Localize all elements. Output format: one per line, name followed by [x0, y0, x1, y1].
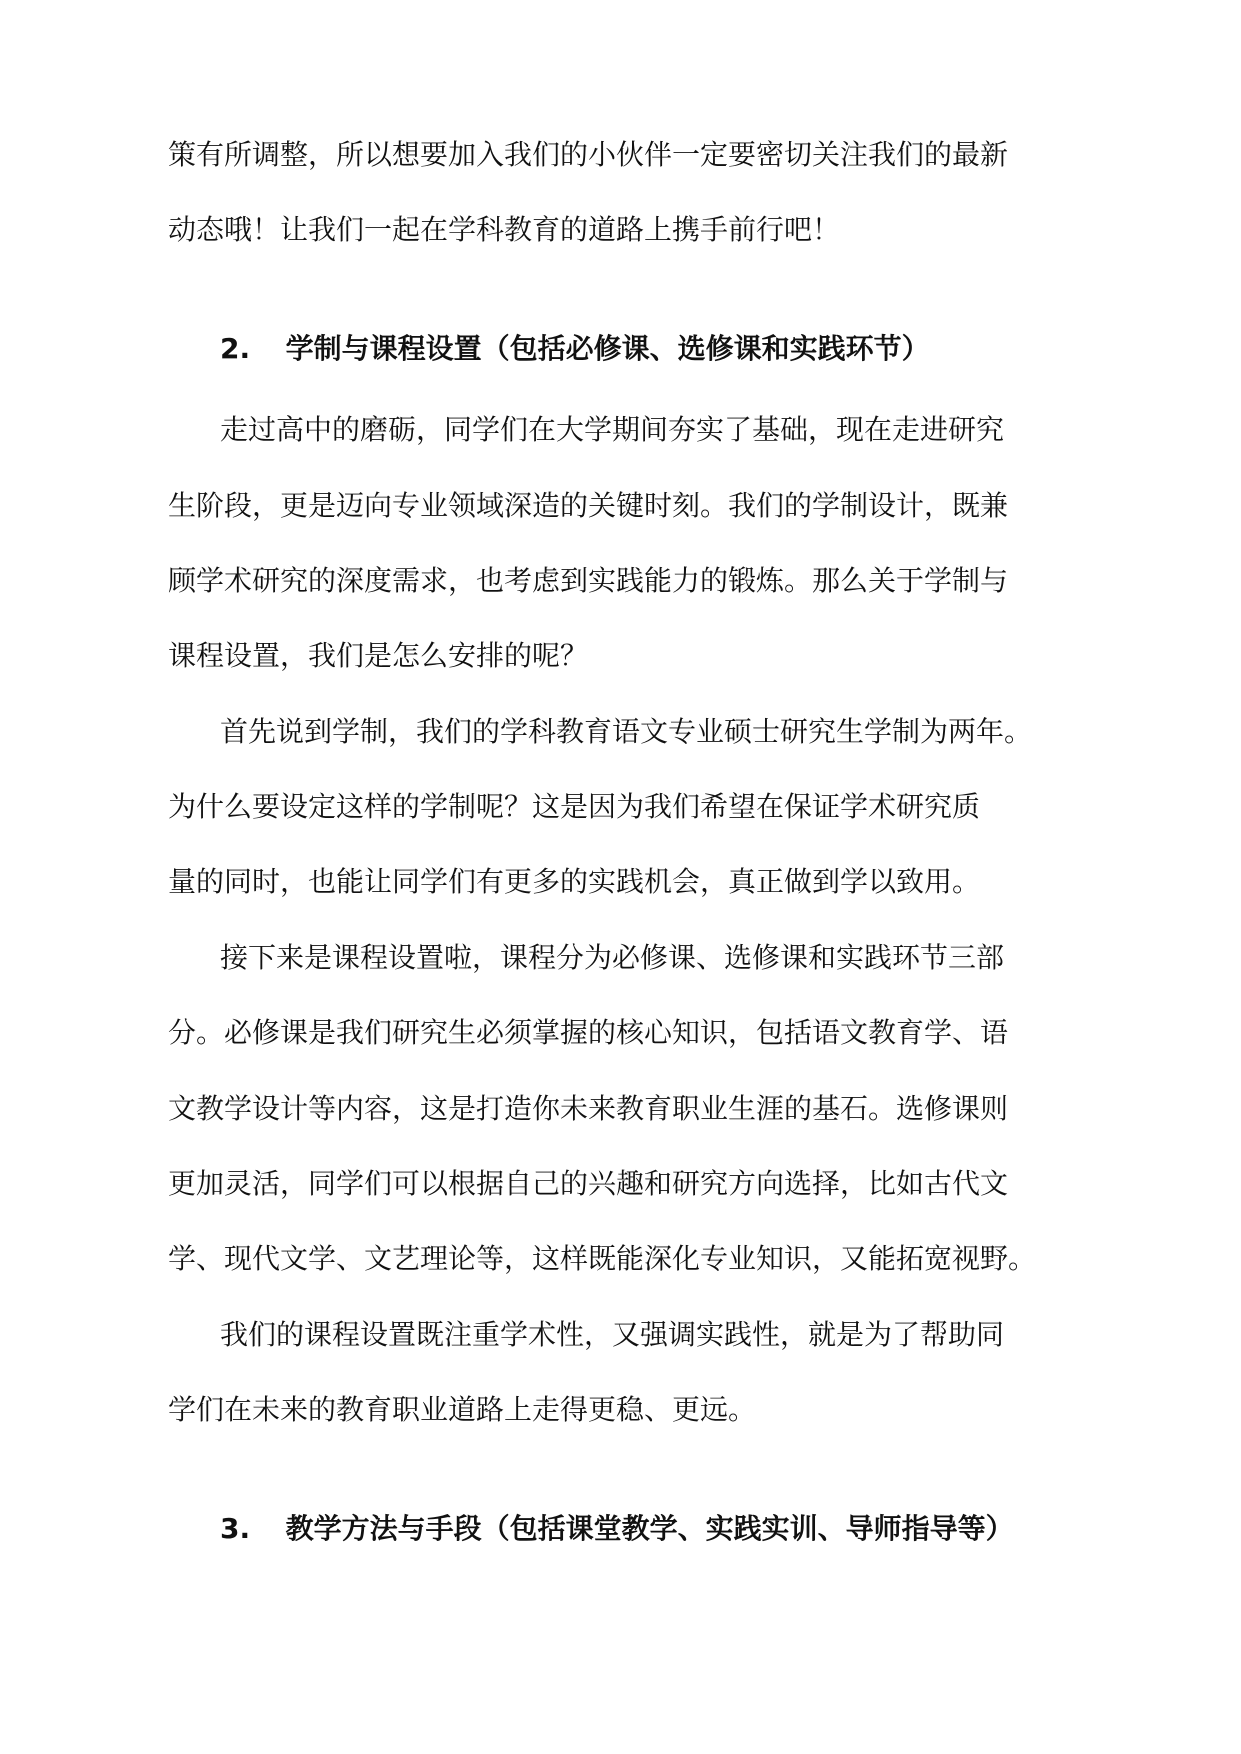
p3-text-1: 接下来是课程设置啦，课程分为必修课、选修课和实践环节三部 — [220, 941, 1005, 974]
p3-text-3: 文教学设计等内容，这是打造你未来教育职业生涯的基石。选修课则 — [168, 1092, 1009, 1125]
intro-text-1: 策有所调整，所以想要加入我们的小伙伴一定要密切关注我们的最新 — [168, 138, 1009, 171]
p3-line-2 — [168, 1015, 1008, 1051]
p4-line-2 — [168, 1392, 756, 1428]
intro-line-1 — [168, 137, 1072, 173]
section-2-heading — [220, 331, 930, 367]
p2-line-1 — [220, 714, 1032, 750]
p1-text-3: 顾学术研究的深度需求，也考虑到实践能力的锻炼。那么关于学制与 — [168, 564, 1009, 597]
intro-text-2: 动态哦！让我们一起在学科教育的道路上携手前行吧！ — [168, 213, 841, 246]
p1-line-3 — [168, 563, 1008, 599]
p2-line-2 — [168, 789, 980, 825]
p1-text-4: 课程设置，我们是怎么安排的呢？ — [168, 639, 589, 672]
p4-line-1 — [220, 1317, 1004, 1353]
p1-line-4 — [168, 638, 588, 674]
section-2-title: 学制与课程设置（包括必修课、选修课和实践环节） — [285, 332, 930, 365]
p3-line-3 — [168, 1091, 1008, 1127]
section-3-title: 教学方法与手段（包括课堂教学、实践实训、导师指导等） — [285, 1512, 1014, 1545]
p1-text-1: 走过高中的磨砺，同学们在大学期间夯实了基础，现在走进研究 — [220, 413, 1005, 446]
section-3-number: 3. — [220, 1512, 251, 1545]
p2-text-3: 量的同时，也能让同学们有更多的实践机会，真正做到学以致用。 — [168, 865, 981, 898]
p3-line-4 — [168, 1166, 1008, 1202]
intro-line-2 — [168, 212, 840, 248]
p4-text-1: 我们的课程设置既注重学术性，又强调实践性，就是为了帮助同 — [220, 1318, 1005, 1351]
p1-line-2 — [168, 488, 1008, 524]
p2-text-1: 首先说到学制，我们的学科教育语文专业硕士研究生学制为两年。 — [220, 715, 1033, 748]
p3-line-1 — [220, 940, 1004, 976]
section-3-heading — [220, 1511, 1014, 1547]
p1-line-1 — [220, 412, 1004, 448]
p3-text-2: 分。必修课是我们研究生必须掌握的核心知识，包括语文教育学、语 — [168, 1016, 1009, 1049]
p4-text-2: 学们在未来的教育职业道路上走得更稳、更远。 — [168, 1393, 757, 1426]
p3-text-4: 更加灵活，同学们可以根据自己的兴趣和研究方向选择，比如古代文 — [168, 1167, 1009, 1200]
p1-text-2: 生阶段，更是迈向专业领域深造的关键时刻。我们的学制设计，既兼 — [168, 489, 1009, 522]
p3-line-5 — [168, 1241, 1036, 1277]
p2-text-2: 为什么要设定这样的学制呢？这是因为我们希望在保证学术研究质 — [168, 790, 981, 823]
p3-text-5: 学、现代文学、文艺理论等，这样既能深化专业知识，又能拓宽视野。 — [168, 1242, 1037, 1275]
p2-line-3 — [168, 864, 980, 900]
section-2-number: 2. — [220, 332, 251, 365]
